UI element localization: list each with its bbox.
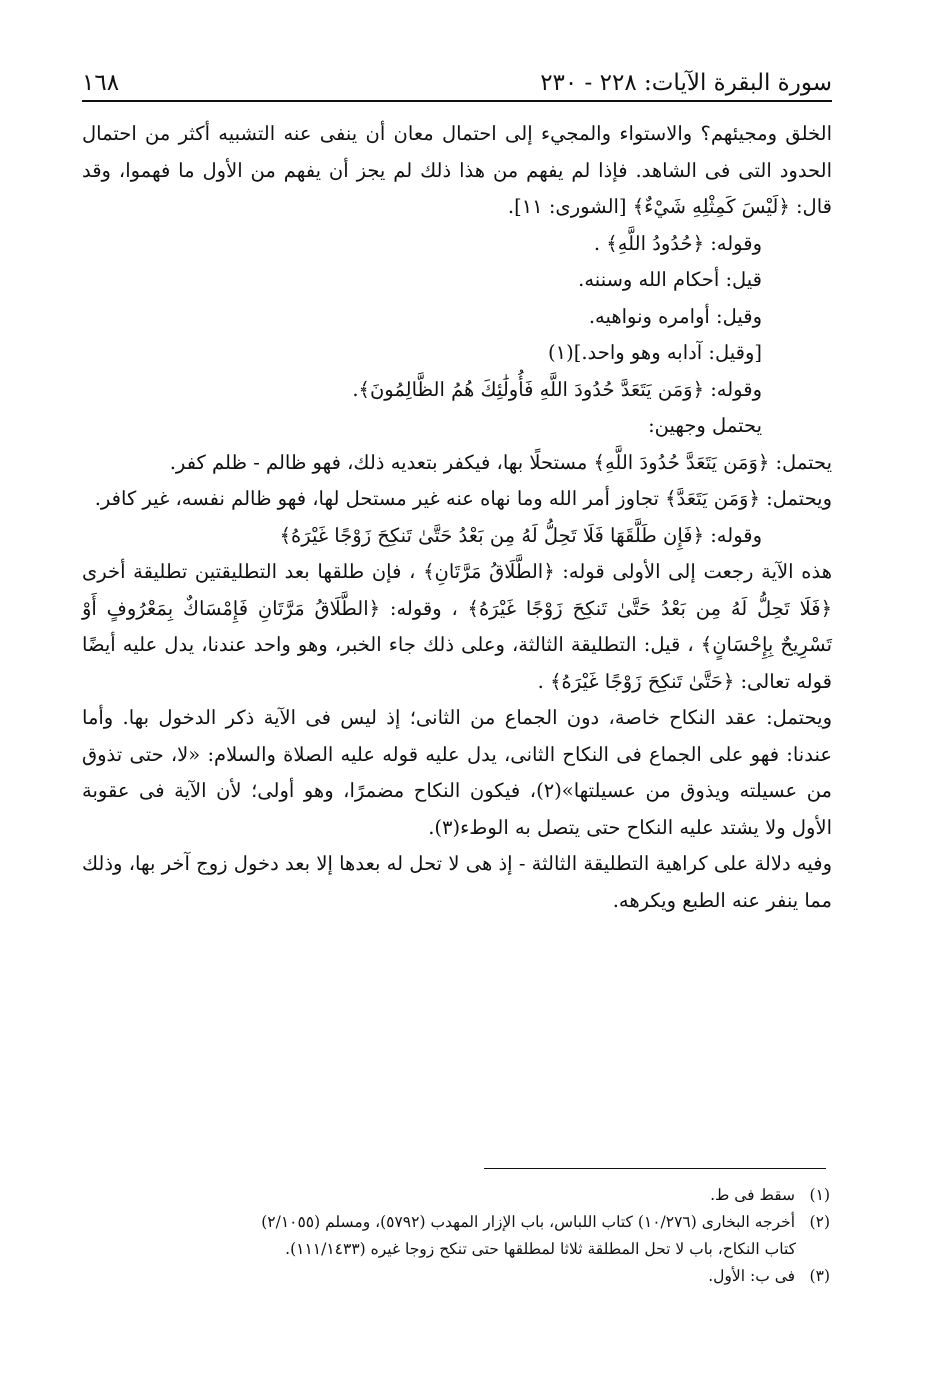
footnote-2: [82, 1209, 830, 1236]
footnote-2-continued: كتاب النكاح، باب لا تحل المطلقة ثلاثا لمطلقها حتى تنكح زوجا غيره (١١١/١٤٣٣).: [285, 1240, 796, 1258]
footnotes: [82, 1182, 830, 1290]
footnote-2-text: أخرجه البخارى (١٠/٢٧٦) كتاب اللباس، باب الإزار المهدب (٥٧٩٢)، ومسلم (٢/١٠٥٥): [261, 1213, 796, 1231]
footnote-1: [82, 1182, 830, 1209]
paragraph-11: هذه الآية رجعت إلى الأولى قوله: ﴿الطَّلَاقُ مَرَّتَانِ﴾ ، فإن طلقها بعد التطليقتين تطليقة أخرى ﴿فَلَا تَحِلُّ لَهُ مِن بَعْدُ حَتَّىٰ تَنكِحَ زَوْجًا غَيْرَهُ﴾ ، وقوله: ﴿الطَّلَاقُ مَرَّتَانِ فَإِمْسَاكٌ بِمَعْرُوفٍ أَوْ تَسْرِيحٌ بِإِحْسَانٍ﴾ ، قيل: التطليقة الثالثة، وعلى ذلك جاء الخبر، وهو واحد عندنا، يدل عليه أيضًا قوله تعالى: ﴿حَتَّىٰ تَنكِحَ زَوْجًا غَيْرَهُ﴾ .: [82, 560, 832, 693]
paragraph-13: وفيه دلالة على كراهية التطليقة الثالثة - إذ هى لا تحل له بعدها إلا بعد دخول زوج آخر بها، وذلك مما ينفر عنه الطبع ويكرهه.: [82, 852, 832, 912]
footnote-1-text: سقط فى ط.: [710, 1186, 796, 1204]
paragraph-3: قيل: أحكام الله وسننه.: [578, 268, 762, 291]
paragraph-1: الخلق ومجيئهم؟ والاستواء والمجيء إلى احتمال معان أن ينفى عنه التشبيه أكثر من احتمال الحدود التى فى الشاهد. فإذا لم يفهم من هذا ذلك لم يجز أن يفهم من الأول ما فهموا، وقد قال: ﴿لَيْسَ كَمِثْلِهِ شَيْءٌ﴾ [الشورى: ١١].: [82, 122, 832, 218]
footnote-separator: [484, 1168, 826, 1169]
footnote-1-number: (١): [809, 1186, 830, 1204]
main-text: [82, 116, 832, 919]
page-number: ١٦٨: [82, 70, 120, 96]
paragraph-8: يحتمل: ﴿وَمَن يَتَعَدَّ حُدُودَ اللَّهِ﴾ مستحلًا بها، فيكفر بتعديه ذلك، فهو ظالم - ظلم كفر.: [169, 450, 832, 474]
paragraph-5: [وقيل: آدابه وهو واحد.](١): [548, 341, 762, 364]
paragraph-9: ويحتمل: ﴿وَمَن يَتَعَدَّ﴾ تجاوز أمر الله وما نهاه عنه غير مستحل لها، فهو ظالم نفسه، غير كافر.: [94, 487, 832, 510]
paragraph-12: ويحتمل: عقد النكاح خاصة، دون الجماع من الثانى؛ إذ ليس فى الآية ذكر الدخول بها. وأما عندنا: فهو على الجماع فى النكاح الثانى، يدل عليه قوله عليه الصلاة والسلام: «لا، حتى تذوق من عسيلته ويذوق من عسيلتها»(٢)، فيكون النكاح مضمرًا، وهو أولى؛ لأن الآية فى عقوبة الأول ولا يشتد عليه النكاح حتى يتصل به الوطء(٣).: [82, 706, 832, 839]
footnote-2-number: (٢): [809, 1213, 830, 1231]
paragraph-10: وقوله: ﴿فَإِن طَلَّقَهَا فَلَا تَحِلُّ لَهُ مِن بَعْدُ حَتَّىٰ تَنكِحَ زَوْجًا غَيْرَهُ﴾: [279, 523, 762, 547]
footnote-3-number: (٣): [809, 1267, 830, 1285]
paragraph-6: وقوله: ﴿وَمَن يَتَعَدَّ حُدُودَ اللَّهِ فَأُولَٰئِكَ هُمُ الظَّالِمُونَ﴾.: [352, 377, 762, 401]
paragraph-4: وقيل: أوامره ونواهيه.: [588, 304, 762, 328]
header-rule: [82, 100, 832, 102]
paragraph-7: يحتمل وجهين:: [648, 414, 762, 437]
header-title: سورة البقرة الآيات: ٢٢٨ - ٢٣٠: [540, 70, 832, 96]
running-header: [82, 58, 832, 96]
paragraph-2: وقوله: ﴿حُدُودُ اللَّهِ﴾ .: [593, 231, 762, 255]
footnote-3-text: فى ب: الأول.: [708, 1267, 796, 1285]
footnote-3: [82, 1263, 830, 1290]
